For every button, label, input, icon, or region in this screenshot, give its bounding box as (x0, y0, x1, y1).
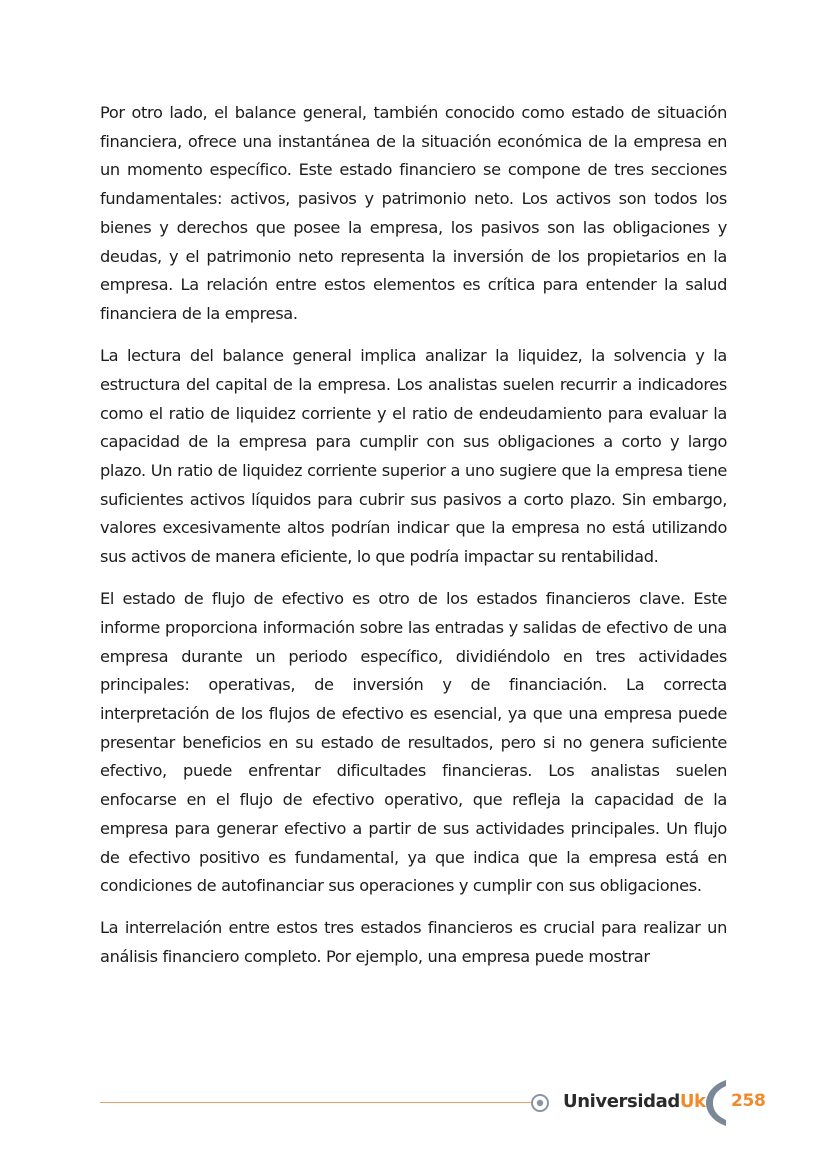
brand-accent: Uk (679, 1091, 706, 1112)
bracket-decoration (704, 1078, 730, 1128)
paragraph-2: La lectura del balance general implica analizar la liquidez, la solvencia y la estructura del capital de la empresa. Los analistas suelen recurrir a indicadores como el ratio de liquidez corriente y el ratio de endeudamiento para evaluar la capacidad de la empresa para cumplir con sus obligaciones a corto y largo plazo. Un ratio de liquidez corriente superior a uno sugiere que la empresa tiene suficientes activos líquidos para cubrir sus pasivos a corto plazo. Sin embargo, valores excesivamente altos podrían indicar que la empresa no está utilizando sus activos de manera eficiente, lo que podría impactar su rentabilidad. (100, 346, 727, 567)
page-footer (100, 1078, 780, 1128)
brand-name: Universidad (563, 1091, 680, 1112)
paragraph-4: La interrelación entre estos tres estados financieros es crucial para realizar un análisis financiero completo. Por ejemplo, una empresa puede mostrar (100, 918, 727, 967)
footer-divider (100, 1102, 532, 1103)
paragraph-3: El estado de flujo de efectivo es otro de los estados financieros clave. Este informe proporciona información sobre las entradas y salidas de efectivo de una empresa durante un periodo específico, dividiéndolo en tres actividades principales: operativas, de inversión y de financiación. La correcta interpretación de los flujos de efectivo es esencial, ya que una empresa puede presentar beneficios en su estado de resultados, pero si no genera suficiente efectivo, puede enfrentar dificultades financieras. Los analistas suelen enfocarse en el flujo de efectivo operativo, que refleja la capacidad de la empresa para generar efectivo a partir de sus actividades principales. Un flujo de efectivo positivo es fundamental, ya que indica que la empresa está en condiciones de autofinanciar sus operaciones y cumplir con sus obligaciones. (100, 589, 727, 896)
paragraph-1: Por otro lado, el balance general, también conocido como estado de situación financiera, ofrece una instantánea de la situación económica de la empresa en un momento específico. Este estado financiero se compone de tres secciones fundamentales: activos, pasivos y patrimonio neto. Los activos son todos los bienes y derechos que posee la empresa, los pasivos son las obligaciones y deudas, y el patrimonio neto representa la inversión de los propietarios en la empresa. La relación entre estos elementos es crítica para entender la salud financiera de la empresa. (100, 103, 727, 323)
target-icon (530, 1093, 550, 1113)
page-body (100, 99, 727, 985)
page-number: 258 (731, 1091, 766, 1111)
brand-logo (563, 1091, 706, 1112)
